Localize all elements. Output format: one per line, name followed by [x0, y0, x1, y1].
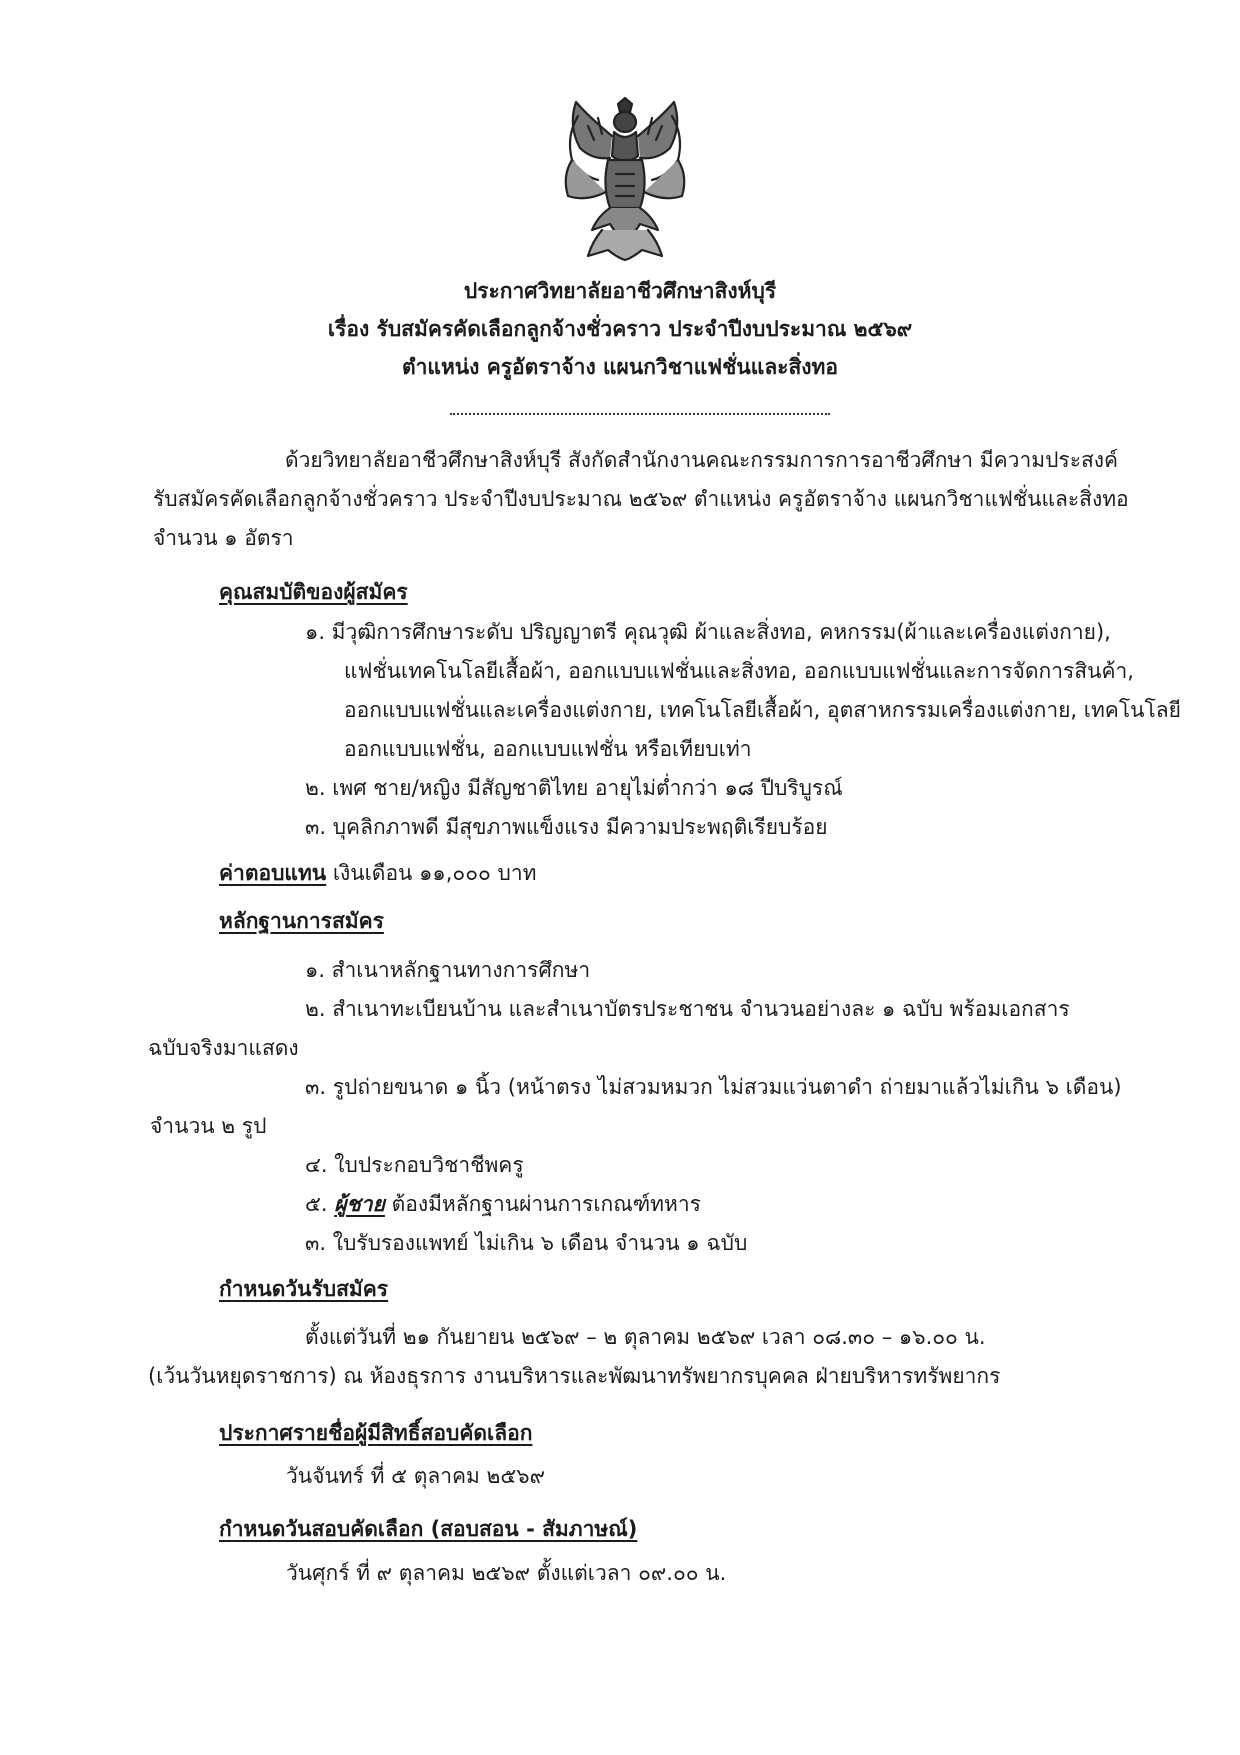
- documents-heading: หลักฐานการสมัคร: [219, 909, 384, 933]
- eligible-list-heading: ประกาศรายชื่อผู้มีสิทธิ์สอบคัดเลือก: [219, 1421, 533, 1445]
- compensation-row: [219, 858, 537, 888]
- document-item-5-number: ๕.: [305, 1192, 335, 1216]
- compensation-text: เงินเดือน ๑๑,๐๐๐ บาท: [332, 861, 537, 885]
- document-item-2-line-2: ฉบับจริงมาแสดง: [148, 1036, 299, 1060]
- announcement-title: ประกาศวิทยาลัยอาชีวศึกษาสิงห์บุรี: [463, 279, 777, 303]
- document-item-4: ๔. ใบประกอบวิชาชีพครู: [305, 1153, 524, 1177]
- qualification-item-2: ๒. เพศ ชาย/หญิง มีสัญชาติไทย อายุไม่ต่ำกว่า ๑๘ ปีบริบูรณ์: [305, 776, 843, 800]
- document-item-5-emphasis: ผู้ชาย: [334, 1192, 385, 1216]
- document-item-2-line-1: ๒. สำเนาทะเบียนบ้าน และสำเนาบัตรประชาชน จำนวนอย่างละ ๑ ฉบับ พร้อมเอกสาร: [305, 997, 1070, 1021]
- application-period-line-1: ตั้งแต่วันที่ ๒๑ กันยายน ๒๕๖๙ – ๒ ตุลาคม ๒๕๖๙ เวลา ๐๘.๓๐ – ๑๖.๐๐ น.: [305, 1325, 986, 1349]
- exam-heading: กำหนดวันสอบคัดเลือก (สอบสอน - สัมภาษณ์): [219, 1517, 638, 1541]
- exam-date: วันศุกร์ ที่ ๙ ตุลาคม ๒๕๖๙ ตั้งแต่เวลา ๐๙.๐๐ น.: [286, 1561, 727, 1585]
- qualification-item-3: ๓. บุคลิกภาพดี มีสุขภาพแข็งแรง มีความประพฤติเรียบร้อย: [305, 815, 828, 839]
- header-divider: [450, 413, 830, 415]
- application-period-line-2: (เว้นวันหยุดราชการ) ณ ห้องธุรการ งานบริหารและพัฒนาทรัพยากรบุคคล ฝ่ายบริหารทรัพยากร: [148, 1364, 1001, 1388]
- announcement-position: ตำแหน่ง ครูอัตราจ้าง แผนกวิชาแฟชั่นและสิ่งทอ: [401, 355, 838, 379]
- document-item-5-text: ต้องมีหลักฐานผ่านการเกณฑ์ทหาร: [384, 1192, 701, 1216]
- document-item-3-line-2: จำนวน ๒ รูป: [150, 1114, 267, 1138]
- announcement-subject: เรื่อง รับสมัครคัดเลือกลูกจ้างชั่วคราว ประจำปีงบประมาณ ๒๕๖๙: [327, 317, 913, 341]
- document-item-3-line-1: ๓. รูปถ่ายขนาด ๑ นิ้ว (หน้าตรง ไม่สวมหมวก ไม่สวมแว่นตาดำ ถ่ายมาแล้วไม่เกิน ๖ เดือน): [305, 1075, 1122, 1099]
- application-period-heading: กำหนดวันรับสมัคร: [219, 1277, 389, 1301]
- document-item-6: ๓. ใบรับรองแพทย์ ไม่เกิน ๖ เดือน จำนวน ๑ ฉบับ: [305, 1231, 748, 1255]
- garuda-emblem-icon: [558, 96, 692, 262]
- document-item-5: [305, 1189, 701, 1219]
- compensation-heading: ค่าตอบแทน: [219, 861, 327, 885]
- qualification-item-1-line-2: แฟชั่นเทคโนโลยีเสื้อผ้า, ออกแบบแฟชั่นและสิ่งทอ, ออกแบบแฟชั่นและการจัดการสินค้า,: [344, 659, 1134, 683]
- qualification-item-1-line-1: ๑. มีวุฒิการศึกษาระดับ ปริญญาตรี คุณวุฒิ ผ้าและสิ่งทอ, คหกรรม(ผ้าและเครื่องแต่งกาย),: [305, 620, 1111, 644]
- intro-line-3: จำนวน ๑ อัตรา: [153, 526, 294, 550]
- qualifications-heading: คุณสมบัติของผู้สมัคร: [219, 580, 408, 604]
- qualification-item-1-line-4: ออกแบบแฟชั่น, ออกแบบแฟชั่น หรือเทียบเท่า: [344, 737, 752, 761]
- document-item-1: ๑. สำเนาหลักฐานทางการศึกษา: [305, 958, 591, 982]
- intro-line-2: รับสมัครคัดเลือกลูกจ้างชั่วคราว ประจำปีงบประมาณ ๒๕๖๙ ตำแหน่ง ครูอัตราจ้าง แผนกวิชาแฟชั่นและสิ่งทอ: [153, 487, 1129, 511]
- eligible-list-date: วันจันทร์ ที่ ๕ ตุลาคม ๒๕๖๙: [286, 1464, 546, 1488]
- intro-line-1: ด้วยวิทยาลัยอาชีวศึกษาสิงห์บุรี สังกัดสำนักงานคณะกรรมการการอาชีวศึกษา มีความประสงค์: [285, 448, 1119, 472]
- qualification-item-1-line-3: ออกแบบแฟชั่นและเครื่องแต่งกาย, เทคโนโลยีเสื้อผ้า, อุตสาหกรรมเครื่องแต่งกาย, เทคโนโลยี: [344, 698, 1181, 722]
